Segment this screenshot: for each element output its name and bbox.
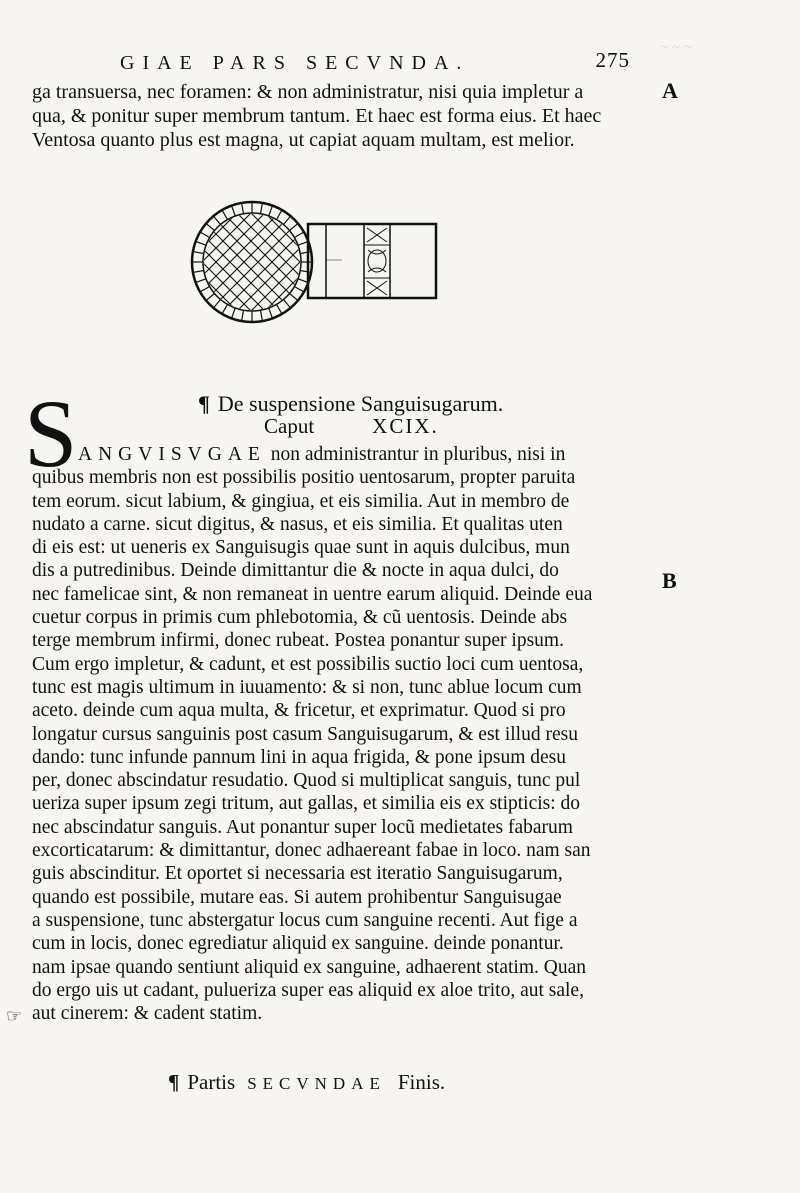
ventosa-woodcut-illustration [190,200,440,370]
text-line: guis abscinditur. Et oportet si necessaria est iteratio Sanguisugarum, [32,863,563,885]
text-line: qua, & ponitur super membrum tantum. Et haec est forma eius. Et haec [32,105,602,127]
text-line: tunc est magis ultimum in iuuamento: & si non, tunc ablue locum cum [32,676,582,698]
text-line: excorticatarum: & dimittantur, donec adhaereant fabae in loco. nam san [32,840,591,862]
text-line: a suspensione, tunc abstergatur locus cum sanguine recenti. Aut fige a [32,909,578,931]
running-title: GIAE PARS SECVNDA. [120,52,470,74]
text-line: Cum ergo impletur, & cadunt, et est possibilis suctio loci cum uentosa, [32,653,584,675]
first-word-smallcaps: ANGVISVGAE [78,444,266,465]
text-line: nec famelicae sint, & non remaneat in uentre earum aliquid. Deinde eua [32,583,593,605]
text-line: ueriza super ipsum zegi tritum, aut gallas, et similia eis ex stipticis: do [32,793,581,815]
text-line: ga transuersa, nec foramen: & non administratur, nisi quia impletur a [32,81,584,103]
text-line: terge membrum infirmi, donec rubeat. Postea ponantur super ipsum. [32,630,564,652]
margin-mark-b: B [662,568,677,593]
chapter-number-line [264,414,439,439]
text-line: tem eorum. sicut labium, & gingiua, et eis similia. Aut in membro de [32,490,570,512]
first-line-rest: non administrantur in pluribus, nisi in [270,444,566,465]
bleed-through-text: ~ ~ ~ [660,40,692,56]
text-line: Ventosa quanto plus est magna, ut capiat aquam multam, est melior. [32,129,575,151]
colophon-finis: Finis. [397,1070,446,1094]
text-line: dando: tunc infunde pannum lini in aqua frigida, & pone ipsum desu [32,746,566,768]
chapter-body [32,443,593,1025]
text-line: do ergo uis ut cadant, pulueriza super eas aliquid ex aloe trito, aut sale, [32,979,584,1001]
pilcrow-mark: ¶ [168,1070,180,1094]
caput-number: XCIX. [372,414,439,438]
text-line: di eis est: ut ueneris ex Sanguisugis quae sunt in aquis dulcibus, mun [32,537,570,559]
text-line: cum in locis, donec egrediatur aliquid ex sanguine. deinde ponantur. [32,933,564,955]
text-line: quibus membris non est possibilis positio uentosarum, propter paruita [32,467,576,489]
text-line: per, donec abscindatur resudatio. Quod si multiplicat sanguis, tunc pul [32,770,581,792]
intro-paragraph [32,80,601,152]
chapter-title: De suspensione Sanguisugarum. [217,391,504,416]
pilcrow-mark: ¶ [198,391,210,416]
colophon-partis: Partis [187,1070,236,1094]
text-line: longatur cursus sanguinis post casum Sanguisugarum, & est illud resu [32,723,578,745]
running-header [120,48,630,78]
manicule-pointer-icon: ☞ [6,1006,23,1026]
text-line: nec abscindatur sanguis. Aut ponantur super locũ medietates fabarum [32,816,573,838]
text-line: nam ipsae quando sentiunt aliquid ex sanguine, adhaerent statim. Quan [32,956,586,978]
text-line: aceto. deinde cum aqua multa, & fricetur, et exprimatur. Quod si pro [32,700,566,722]
colophon-secundae: SECVNDAE [247,1074,386,1093]
text-line: aut cinerem: & cadent statim. [32,1003,263,1025]
text-line: nudato a carne. sicut digitus, & nasus, et eis similia. Et qualitas uten [32,513,563,535]
text-line: quando est possibile, mutare eas. Si autem prohibentur Sanguisugae [32,886,562,908]
drop-cap-initial: S [24,380,78,487]
first-text-line [78,443,592,466]
page-number: 275 [595,48,630,72]
text-line: dis a putredinibus. Deinde dimittantur die & nocte in aqua dulci, do [32,560,559,582]
margin-mark-a: A [662,78,678,103]
caput-label: Caput [264,414,315,438]
text-line: cuetur corpus in primis cum phlebotomia, & cũ uentosis. Deinde abs [32,607,568,629]
part-colophon [168,1070,445,1095]
